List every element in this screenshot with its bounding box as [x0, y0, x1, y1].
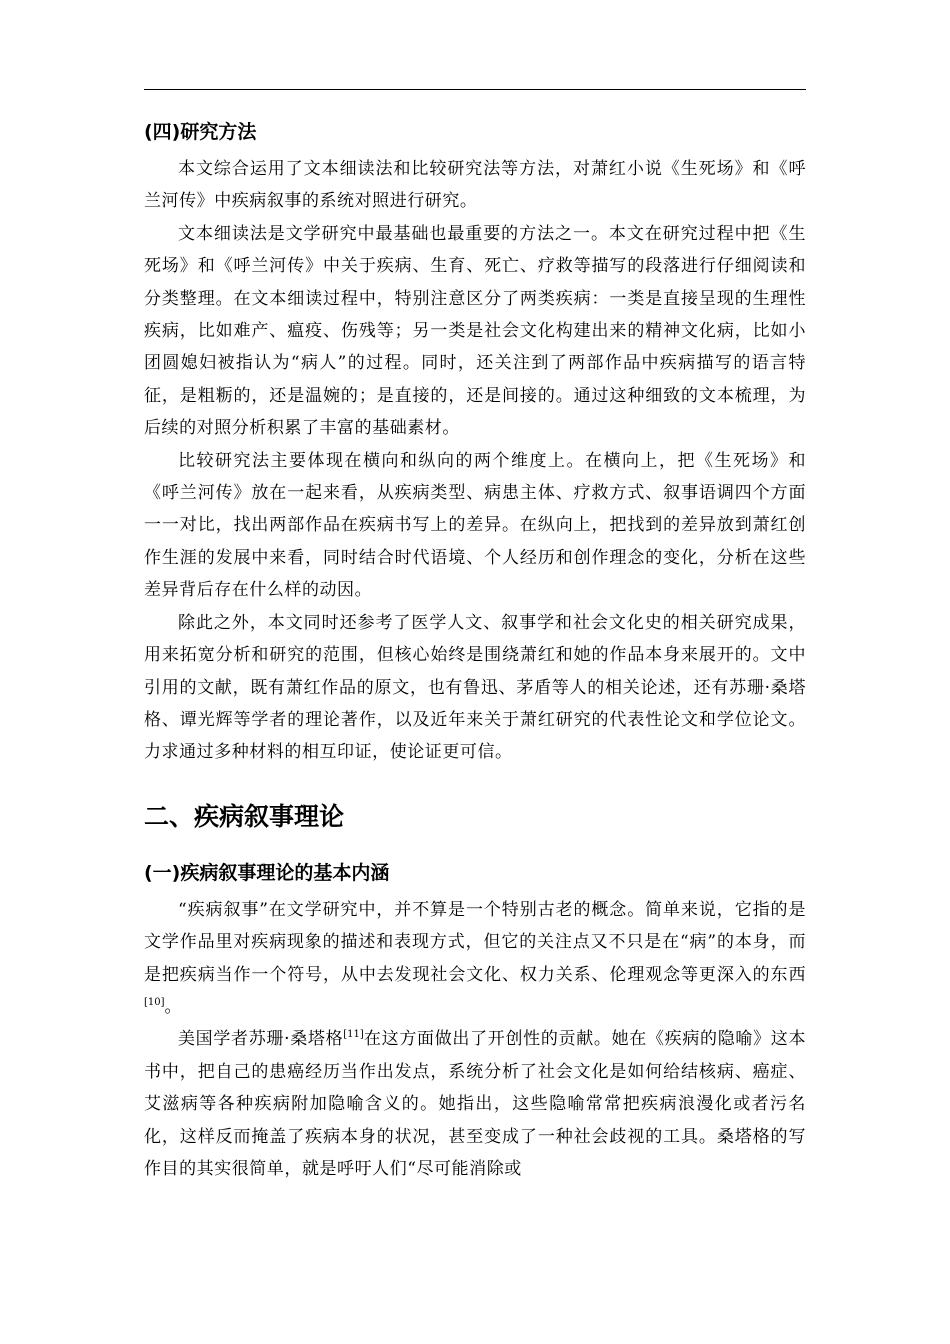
citation-ref: [11] — [343, 1029, 364, 1041]
page-body — [144, 112, 806, 1185]
section-heading-research-methods: (四)研究方法 — [144, 121, 257, 143]
body-paragraph: 除此之外，本文同时还参考了医学人文、叙事学和社会文化史的相关研究成果，用来拓宽分析和研究的范围，但核心始终是围绕萧红和她的作品本身来展开的。文中引用的文献，既有萧红作品的原文，也有鲁迅、茅盾等人的相关论述，还有苏珊·桑塔格、谭光辉等学者的理论著作，以及近年来关于萧红研究的代表性论文和学位论文。力求通过多种材料的相互印证，使论证更可信。 — [144, 612, 806, 763]
paragraph-end: 。 — [164, 996, 183, 1017]
paragraph-text: “疾病叙事”在文学研究中，并不算是一个特别古老的概念。简单来说，它指的是文学作品里对疾病现象的描述和表现方式，但它的关注点又不只是在“病”的本身，而是把疾病当作一个符号，从中去发现社会文化、权力关系、伦理观念等更深入的东西 — [144, 899, 806, 985]
chapter-heading-illness-narrative-theory: 二、疾病叙事理论 — [144, 801, 345, 831]
paragraph-lead: 美国学者苏珊·桑塔格 — [178, 1029, 344, 1050]
body-paragraph: 本文综合运用了文本细读法和比较研究法等方法，对萧红小说《生死场》和《呼兰河传》中疾病叙事的系统对照进行研究。 — [144, 159, 806, 212]
header-rule — [144, 89, 806, 90]
body-paragraph — [144, 894, 806, 1024]
paragraph-text: 在这方面做出了开创性的贡献。她在《疾病的隐喻》这本书中，把自己的患癌经历当作出发点，系统分析了社会文化是如何给结核病、癌症、艾滋病等各种疾病附加隐喻含义的。她指出，这些隐喻常常把疾病浪漫化或者污名化，这样反而掩盖了疾病本身的状况，甚至变成了一种社会歧视的工具。桑塔格的写作目的其实很简单，就是呼吁人们“尽可能消除或 — [144, 1029, 806, 1179]
body-paragraph: 文本细读法是文学研究中最基础也最重要的方法之一。本文在研究过程中把《生死场》和《呼兰河传》中关于疾病、生育、死亡、疗救等描写的段落进行仔细阅读和分类整理。在文本细读过程中，特别注意区分了两类疾病：一类是直接呈现的生理性疾病，比如难产、瘟疫、伤残等；另一类是社会文化构建出来的精神文化病，比如小团圆媳妇被指认为“病人”的过程。同时，还关注到了两部作品中疾病描写的语言特征，是粗粝的，还是温婉的；是直接的，还是间接的。通过这种细致的文本梳理，为后续的对照分析积累了丰富的基础素材。 — [144, 223, 806, 439]
citation-ref: [10] — [144, 996, 165, 1008]
section-heading-basic-connotation: (一)疾病叙事理论的基本内涵 — [144, 861, 390, 884]
body-paragraph — [144, 1023, 806, 1185]
body-paragraph: 比较研究法主要体现在横向和纵向的两个维度上。在横向上，把《生死场》和《呼兰河传》放在一起来看，从疾病类型、病患主体、疗救方式、叙事语调四个方面一一对比，找出两部作品在疾病书写上的差异。在纵向上，把找到的差异放到萧红创作生涯的发展中来看，同时结合时代语境、个人经历和创作理念的变化，分析在这些差异背后存在什么样的动因。 — [144, 450, 806, 601]
